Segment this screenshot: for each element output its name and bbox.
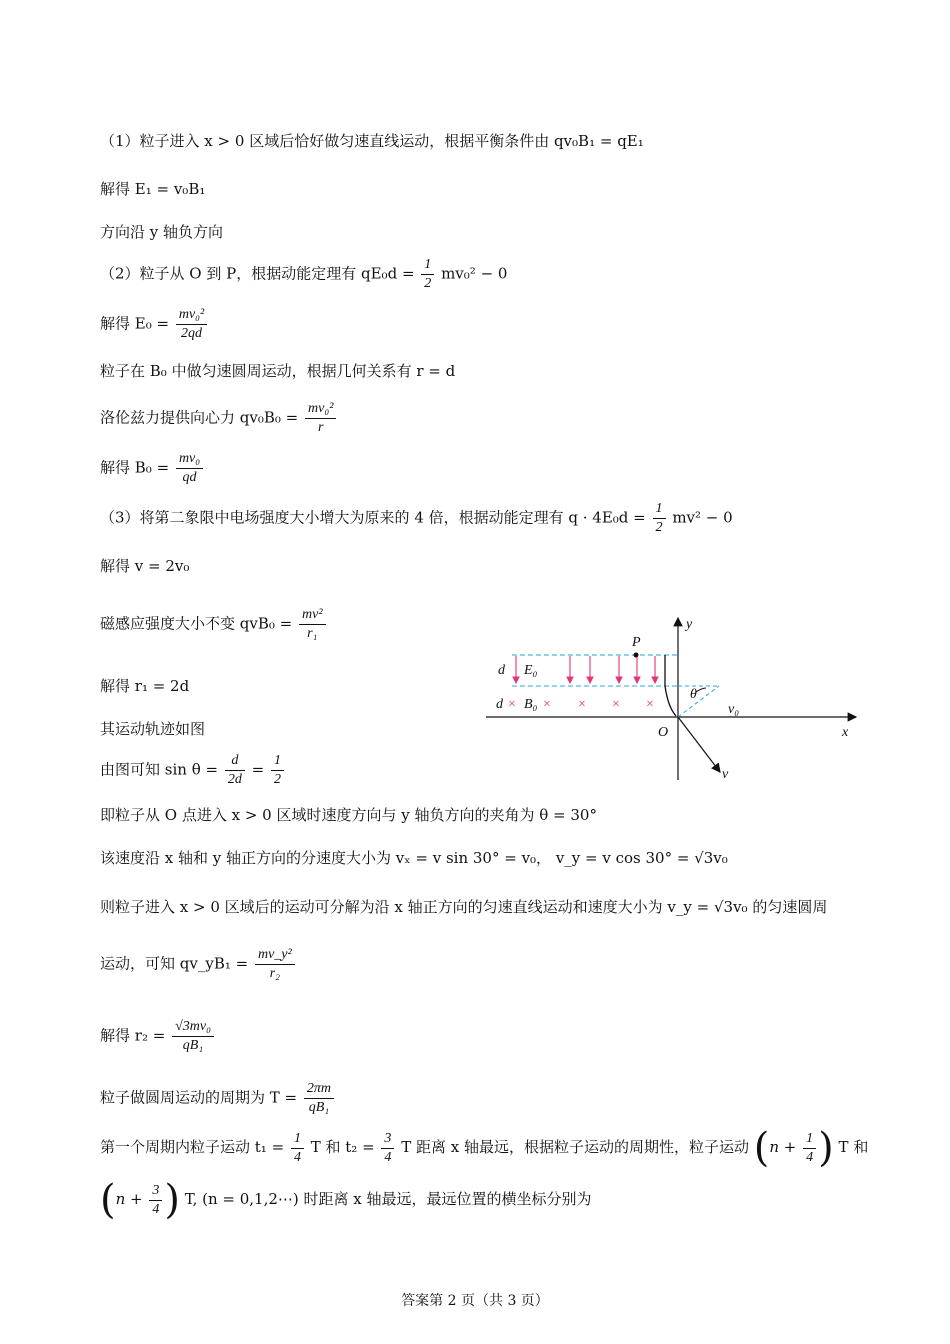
line-part3 [100,500,733,537]
den: 2d [227,772,242,787]
num: mv_y² [255,946,295,965]
point-P [634,653,639,658]
den: qd [182,470,197,485]
line-part1: （1）粒子进入 x > 0 区域后恰好做匀速直线运动，根据平衡条件由 qv₀B₁ = qE₁ [100,132,644,150]
fraction-r1 [299,606,326,643]
num: mv₀² [305,400,336,419]
paren-close: ) [818,1125,834,1171]
den: 4 [293,1149,301,1165]
den: 2 [655,520,663,535]
fraction-T [304,1080,334,1117]
line-qvyB1 [100,946,297,983]
text: T 和 [838,1138,869,1156]
num: 3 [149,1182,162,1201]
line-angle: 即粒子从 O 点进入 x > 0 区域时速度方向与 y 轴负方向的夹角为 θ = 30° [100,806,597,824]
label-v0: v₀ [728,702,740,717]
line-sin [100,752,286,789]
cross-mark: × [508,697,516,712]
text: mv² − 0 [672,508,733,527]
cross-mark: × [612,697,620,712]
den: qB₁ [308,1100,330,1115]
den: r₂ [269,966,281,981]
line-radius: 粒子在 B₀ 中做匀速圆周运动，根据几何关系有 r = d [100,362,456,380]
cross-mark: × [646,697,654,712]
line-B0 [100,450,205,487]
line-qvB0 [100,606,328,643]
equals: = [251,760,265,779]
text: 洛伦兹力提供向心力 qv₀B₀ = [100,408,299,427]
fraction-E0 [176,306,207,343]
text: 第一个周期内粒子运动 t₁ = [100,1138,285,1156]
text: （2）粒子从 O 到 P，根据动能定理有 qE₀d = [100,264,415,283]
line-E1: 解得 E₁ = v₀B₁ [100,180,206,198]
num: 1 [291,1130,304,1149]
label-B0: B₀ [524,697,538,712]
num: mv₀² [176,306,207,325]
den: 4 [152,1201,160,1217]
label-P: P [632,635,641,650]
cross-mark: × [543,697,551,712]
line-trajectory: 其运动轨迹如图 [100,720,206,738]
num: 3 [381,1130,394,1149]
fraction-quarter-2 [803,1130,816,1167]
label-v: v [722,767,729,782]
num: mv₀ [176,450,203,469]
den: 2 [424,276,432,291]
label-x: x [842,725,849,740]
den: 4 [384,1149,392,1165]
den: 2 [273,772,281,787]
fraction-sin2 [271,752,284,789]
text: 粒子做圆周运动的周期为 T = [100,1088,298,1107]
text: 运动，可知 qv_yB₁ = [100,954,249,973]
num: 1 [421,256,434,275]
fraction-quarter [291,1130,304,1167]
trajectory-figure [486,612,866,792]
num: d [225,752,245,771]
text: mv₀² − 0 [441,264,508,283]
fraction-r2 [172,1018,214,1055]
fraction-half-2 [653,500,666,537]
text: n + [769,1138,797,1156]
line-v: 解得 v = 2v₀ [100,557,190,575]
line-farthest [100,1125,869,1171]
text: 解得 B₀ = [100,458,170,477]
fraction-B0 [176,450,203,487]
num: mv² [299,606,326,625]
line-E0 [100,306,209,343]
paren-open: ( [753,1125,770,1171]
paren-open: ( [100,1177,116,1223]
text: 解得 r₂ = [100,1026,166,1045]
line-r1: 解得 r₁ = 2d [100,677,190,695]
den: qB₁ [182,1038,204,1053]
num: 2πm [304,1080,334,1099]
text: T 距离 x 轴最远，根据粒子运动的周期性，粒子运动 [401,1138,749,1156]
num: 1 [653,500,666,519]
text: n + [115,1190,143,1208]
text: 由图可知 sin θ = [100,760,219,779]
den: r [317,420,324,435]
fraction-half [421,256,434,293]
num: √3mv₀ [172,1018,214,1037]
line-period [100,1080,336,1117]
fraction-lorentz [305,400,336,437]
line-components: 该速度沿 x 轴和 y 轴正方向的分速度大小为 vₓ = v sin 30° = v₀， v_y = v cos 30° = √3v₀ [100,849,728,867]
den: 2qd [181,326,203,341]
fraction-threequarter-2 [149,1182,162,1219]
label-O: O [658,725,669,740]
label-E0: E₀ [524,663,538,678]
fraction-threequarter [381,1130,394,1167]
label-theta: θ [690,687,697,702]
line-r2 [100,1018,216,1055]
label-d2: d [496,697,503,712]
text: T 和 t₂ = [310,1138,375,1156]
den: r₁ [307,626,318,641]
page-footer: 答案第 2 页（共 3 页） [401,1293,549,1309]
num: 1 [803,1130,816,1149]
cross-mark: × [578,697,586,712]
fraction-qvyB1 [255,946,295,983]
line-farthest-2 [100,1177,592,1223]
line-decompose: 则粒子进入 x > 0 区域后的运动可分解为沿 x 轴正方向的匀速直线运动和速度大小为 v_y = √3v₀ 的匀速圆周 [100,898,828,916]
text: 磁感应强度大小不变 qvB₀ = [100,614,293,633]
label-y: y [686,617,693,632]
paren-close: ) [164,1177,180,1223]
text: T, (n = 0,1,2⋯) 时距离 x 轴最远，最远位置的横坐标分别为 [184,1190,592,1208]
velocity-v [678,717,720,772]
label-d1: d [498,663,505,678]
fraction-sin1 [225,752,245,789]
num: 1 [271,752,284,771]
text: （3）将第二象限中电场强度大小增大为原来的 4 倍，根据动能定理有 q · 4E₀d = [100,508,646,527]
line-lorentz [100,400,338,437]
text: 解得 E₀ = [100,314,170,333]
den: 4 [806,1149,814,1165]
line-direction: 方向沿 y 轴负方向 [100,223,224,241]
angle-arc [696,688,706,692]
line-part2 [100,256,507,293]
